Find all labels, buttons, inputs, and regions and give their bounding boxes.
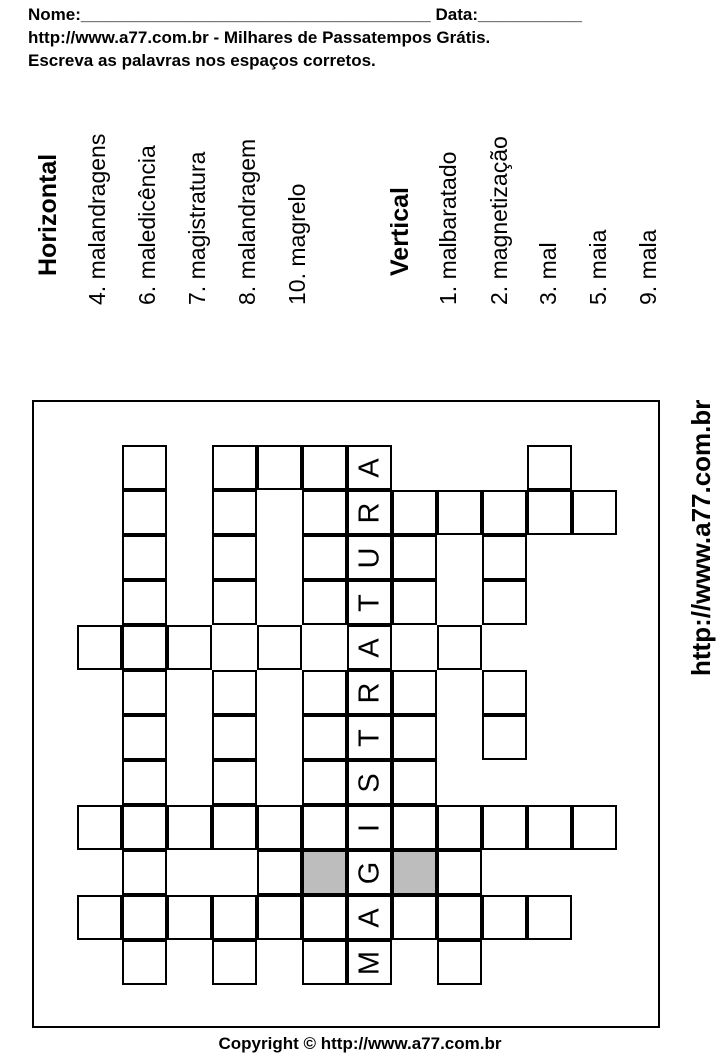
grid-cell[interactable]	[302, 805, 347, 850]
crossword-grid	[32, 400, 660, 1028]
grid-cell[interactable]	[482, 535, 527, 580]
grid-cell[interactable]	[77, 895, 122, 940]
grid-cell[interactable]	[302, 490, 347, 535]
vertical-clue: 5. maia	[585, 229, 611, 305]
grid-cell[interactable]	[302, 715, 347, 760]
grid-cell-filled[interactable]	[347, 805, 392, 850]
grid-letter: A	[353, 907, 385, 928]
grid-cell[interactable]	[122, 490, 167, 535]
grid-cell[interactable]	[212, 895, 257, 940]
grid-cell[interactable]	[167, 625, 212, 670]
footer-copyright: Copyright © http://www.a77.com.br	[218, 1034, 502, 1053]
grid-cell[interactable]	[527, 895, 572, 940]
vertical-clue: 2. magnetização	[486, 136, 512, 305]
grid-cell[interactable]	[302, 850, 347, 895]
grid-cell[interactable]	[77, 625, 122, 670]
grid-cell[interactable]	[572, 490, 617, 535]
grid-cell[interactable]	[302, 895, 347, 940]
grid-cell[interactable]	[482, 580, 527, 625]
grid-letter: S	[353, 772, 385, 793]
grid-letter: G	[353, 861, 385, 884]
vertical-clue: 9. mala	[635, 229, 661, 305]
grid-cell[interactable]	[392, 535, 437, 580]
grid-cell[interactable]	[122, 535, 167, 580]
vertical-clue: 1. malbaratado	[435, 151, 461, 305]
grid-cell[interactable]	[527, 445, 572, 490]
grid-cell[interactable]	[77, 805, 122, 850]
grid-cell[interactable]	[302, 670, 347, 715]
grid-letter: T	[353, 593, 385, 612]
grid-cell[interactable]	[482, 805, 527, 850]
grid-cell-filled[interactable]	[347, 850, 392, 895]
vertical-heading: Vertical	[386, 187, 414, 276]
grid-cell[interactable]	[122, 760, 167, 805]
grid-cell-filled[interactable]	[347, 490, 392, 535]
grid-letter: M	[353, 950, 385, 975]
horizontal-clue: 7. magistratura	[184, 151, 210, 305]
grid-cell[interactable]	[392, 670, 437, 715]
horizontal-clue: 8. malandragem	[234, 138, 260, 305]
grid-cell[interactable]	[212, 760, 257, 805]
grid-cell[interactable]	[257, 445, 302, 490]
grid-cell[interactable]	[482, 715, 527, 760]
grid-cell[interactable]	[257, 895, 302, 940]
grid-cell[interactable]	[392, 850, 437, 895]
grid-cell[interactable]	[212, 670, 257, 715]
grid-cell[interactable]	[302, 760, 347, 805]
vertical-clue: 3. mal	[535, 242, 561, 305]
grid-cell[interactable]	[212, 445, 257, 490]
grid-cell[interactable]	[212, 940, 257, 985]
grid-cell[interactable]	[122, 850, 167, 895]
grid-cell[interactable]	[122, 625, 167, 670]
grid-cell-filled[interactable]	[347, 580, 392, 625]
horizontal-clue: 6. maledicência	[134, 145, 160, 305]
grid-cell[interactable]	[302, 940, 347, 985]
grid-cell[interactable]	[122, 445, 167, 490]
grid-letter: I	[353, 823, 385, 832]
name-label: Nome:	[28, 5, 81, 24]
grid-cell-filled[interactable]	[347, 670, 392, 715]
grid-cell[interactable]	[572, 805, 617, 850]
grid-cell[interactable]	[392, 580, 437, 625]
horizontal-heading: Horizontal	[34, 153, 62, 276]
grid-cell[interactable]	[437, 940, 482, 985]
grid-cell[interactable]	[122, 895, 167, 940]
grid-cell[interactable]	[392, 490, 437, 535]
name-date-line	[28, 4, 582, 25]
grid-cell[interactable]	[482, 895, 527, 940]
grid-cell-filled[interactable]	[347, 625, 392, 670]
grid-cell[interactable]	[437, 625, 482, 670]
grid-cell[interactable]	[122, 805, 167, 850]
grid-cell[interactable]	[392, 760, 437, 805]
grid-cell[interactable]	[167, 805, 212, 850]
grid-cell[interactable]	[437, 490, 482, 535]
grid-cell[interactable]	[257, 850, 302, 895]
grid-cell-filled[interactable]	[347, 535, 392, 580]
grid-letter: R	[353, 502, 385, 523]
grid-cell[interactable]	[212, 580, 257, 625]
grid-cell[interactable]	[122, 940, 167, 985]
grid-cell[interactable]	[437, 850, 482, 895]
grid-cell[interactable]	[257, 625, 302, 670]
name-line: _____________________________________	[80, 5, 431, 24]
grid-cell[interactable]	[392, 715, 437, 760]
grid-cell[interactable]	[302, 535, 347, 580]
instructions: Escreva as palavras nos espaços corretos.	[28, 51, 376, 70]
grid-cell-filled[interactable]	[347, 940, 392, 985]
grid-cell[interactable]	[167, 895, 212, 940]
grid-cell[interactable]	[212, 715, 257, 760]
grid-cell[interactable]	[212, 805, 257, 850]
grid-cell[interactable]	[212, 490, 257, 535]
grid-cell[interactable]	[482, 670, 527, 715]
grid-cell[interactable]	[392, 895, 437, 940]
grid-cell[interactable]	[122, 670, 167, 715]
grid-cell-filled[interactable]	[347, 445, 392, 490]
grid-cell[interactable]	[302, 445, 347, 490]
grid-cell[interactable]	[437, 895, 482, 940]
grid-letter: A	[353, 637, 385, 658]
grid-cell[interactable]	[482, 490, 527, 535]
grid-cell[interactable]	[212, 535, 257, 580]
grid-letter: U	[353, 547, 385, 568]
grid-cell[interactable]	[527, 490, 572, 535]
date-line: ___________	[477, 5, 582, 24]
grid-cell[interactable]	[527, 805, 572, 850]
horizontal-clue: 10. magrelo	[284, 183, 310, 305]
horizontal-clue: 4. malandragens	[84, 133, 110, 305]
grid-cell-filled[interactable]	[347, 715, 392, 760]
grid-letter: T	[353, 728, 385, 747]
date-label: Data:	[435, 5, 478, 24]
side-url: http://www.a77.com.br	[686, 399, 716, 676]
grid-cell[interactable]	[437, 805, 482, 850]
grid-letter: R	[353, 682, 385, 703]
grid-cell[interactable]	[257, 805, 302, 850]
site-line: http://www.a77.com.br - Milhares de Passatempos Grátis.	[28, 28, 491, 47]
grid-letter: A	[353, 457, 385, 478]
grid-cell[interactable]	[122, 715, 167, 760]
grid-cell[interactable]	[392, 805, 437, 850]
grid-cell[interactable]	[302, 580, 347, 625]
grid-cell-filled[interactable]	[347, 760, 392, 805]
grid-cell-filled[interactable]	[347, 895, 392, 940]
grid-cell[interactable]	[122, 580, 167, 625]
